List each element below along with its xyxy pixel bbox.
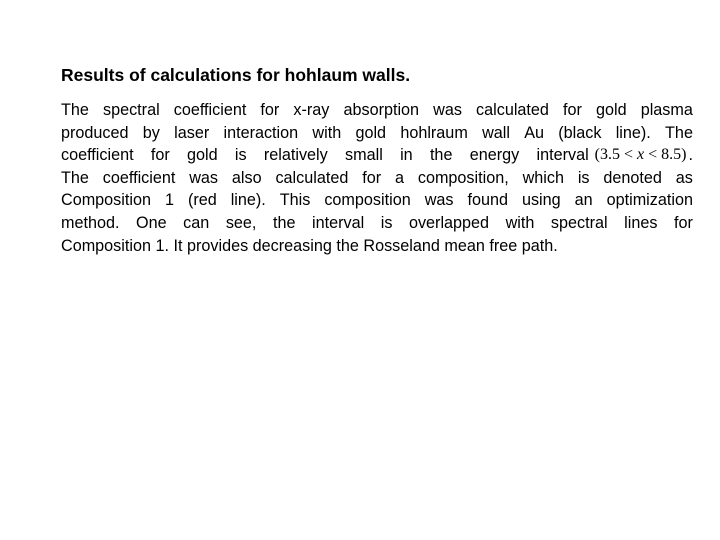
word: 1 [164, 191, 174, 210]
word: Rosseland [363, 236, 445, 255]
word: optimization [606, 191, 693, 210]
word: (red [187, 191, 217, 210]
word: gold [187, 146, 218, 165]
word: for [563, 101, 582, 119]
word: laser [174, 123, 210, 142]
word: spectral [102, 101, 160, 119]
word: The [665, 123, 693, 142]
word: lines [624, 213, 658, 232]
word: line). [230, 191, 266, 210]
word: a [394, 168, 404, 187]
word: can [183, 213, 210, 232]
word: 1. [155, 236, 174, 255]
word: coefficient [173, 101, 247, 119]
word: small [345, 146, 383, 165]
word: composition, [417, 168, 509, 187]
word: for [150, 146, 170, 165]
word: the [429, 146, 453, 165]
word: an [574, 191, 593, 210]
word: interaction [223, 123, 299, 142]
word: is [380, 213, 393, 232]
word: denoted [603, 168, 662, 187]
word: decreasing [252, 236, 337, 255]
word: free [489, 236, 522, 255]
word: energy [469, 146, 520, 165]
word: also [231, 168, 262, 187]
slide-title: Results of calculations for hohlaum walls. [61, 65, 411, 85]
word: wall [482, 123, 510, 142]
formula-variable: x [637, 146, 645, 164]
word: the [272, 213, 296, 232]
word: The [61, 168, 89, 187]
formula-period: . [688, 146, 693, 165]
word: path. [521, 236, 558, 255]
word: x-ray [293, 101, 330, 119]
word: produced [61, 123, 129, 142]
word: for [673, 213, 693, 232]
word: This [279, 191, 311, 210]
word: for [260, 101, 280, 119]
word: by [142, 123, 160, 142]
word: coefficient [61, 146, 134, 165]
word: in [400, 146, 413, 165]
word: calculated [476, 101, 549, 119]
paragraph-line-3 [61, 144, 693, 167]
word: with [312, 123, 342, 142]
paragraph-line-1 [61, 99, 693, 122]
word: see, [225, 213, 257, 232]
formula-close: < 8.5) [644, 146, 687, 164]
word: was [424, 191, 454, 210]
word: for [362, 168, 382, 187]
word: gold [355, 123, 387, 142]
word: absorption [343, 101, 420, 119]
word: hohlraum [400, 123, 468, 142]
word: the [336, 236, 364, 255]
word: gold [596, 101, 627, 119]
word: Composition [61, 191, 151, 210]
word: Au [524, 123, 545, 142]
paragraph-line-6 [61, 212, 693, 235]
body-paragraph [61, 99, 693, 257]
word: found [467, 191, 508, 210]
formula-open: (3.5 < [594, 146, 638, 164]
word: plasma [640, 101, 693, 119]
paragraph-line-2 [61, 122, 693, 145]
word: calculated [275, 168, 349, 187]
energy-interval-formula [595, 144, 687, 167]
word: interval [536, 146, 589, 165]
word: is [577, 168, 590, 187]
paragraph-line-5 [61, 189, 693, 212]
word: The [61, 101, 89, 119]
word: method. [61, 213, 120, 232]
word: is [234, 146, 247, 165]
word: provides [186, 236, 253, 255]
word: mean [444, 236, 490, 255]
word: interval [312, 213, 365, 232]
word: Composition [61, 236, 156, 255]
word: relatively [263, 146, 328, 165]
word: It [173, 236, 187, 255]
word: was [189, 168, 219, 187]
word: overlapped [408, 213, 490, 232]
word: using [521, 191, 561, 210]
paragraph-line-7 [61, 235, 693, 258]
paragraph-line-4 [61, 167, 693, 190]
word: was [433, 101, 462, 119]
word: coefficient [102, 168, 176, 187]
word: spectral [550, 213, 608, 232]
paragraph-line-3-text [61, 144, 589, 167]
word: which [522, 168, 564, 187]
word: One [136, 213, 167, 232]
word: as [675, 168, 693, 187]
word: composition [324, 191, 411, 210]
word: with [505, 213, 535, 232]
word: line). [615, 123, 651, 142]
word: (black [558, 123, 602, 142]
